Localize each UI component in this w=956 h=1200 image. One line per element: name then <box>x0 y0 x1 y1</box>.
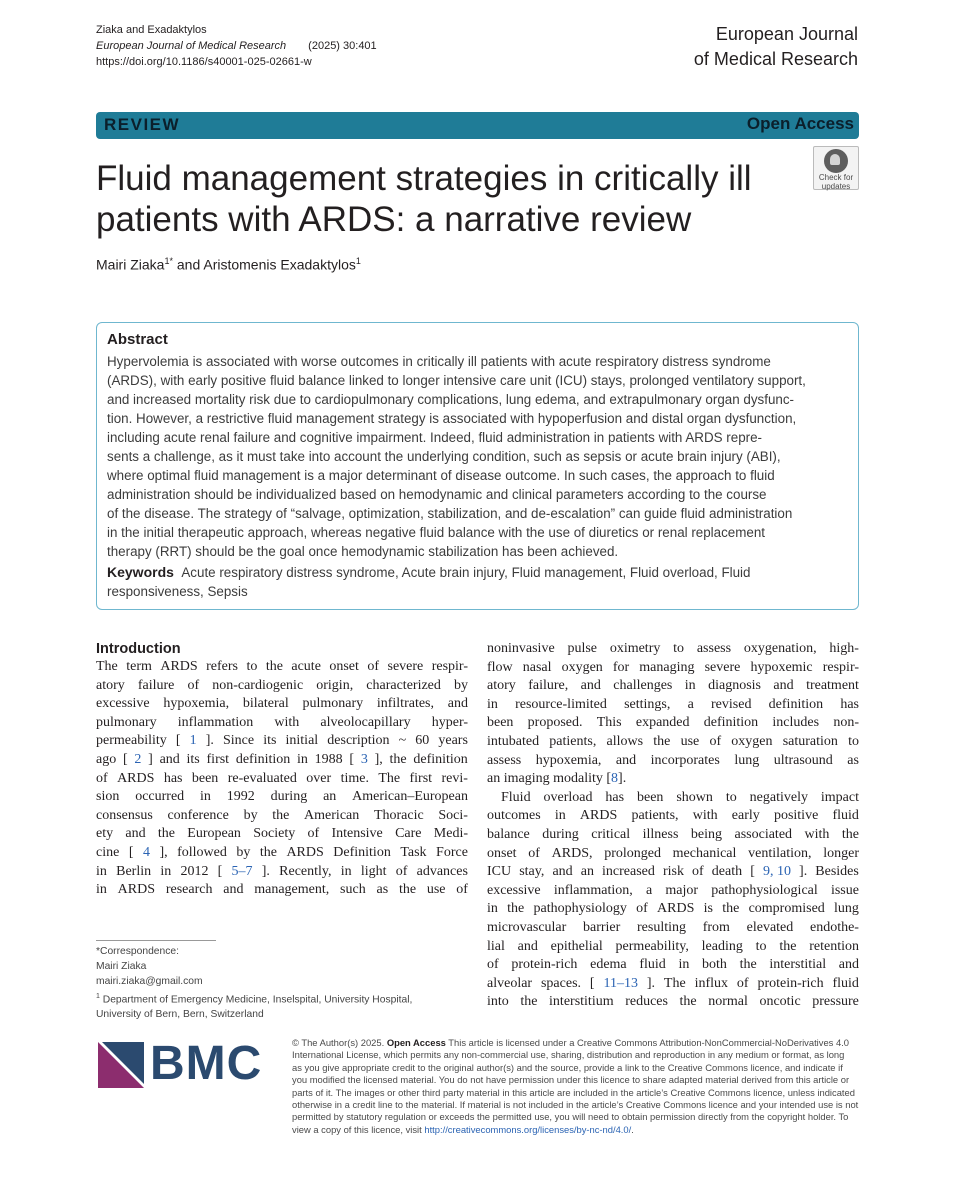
citation-link[interactable]: 2 <box>134 751 142 767</box>
body-text-line: Fluid overload has been shown to negatively impact <box>501 789 859 805</box>
abstract-line: of the disease. The strategy of “salvage, optimization, stabilization, and de-escalation” can guide fluid administration <box>107 506 793 521</box>
check-for-updates-badge[interactable]: Check for updates <box>813 146 859 190</box>
body-text-line: microvascular barrier resulting from elevated endothe- <box>487 919 859 935</box>
body-text-line: cine [ 4 ], followed by the ARDS Definition Task Force <box>96 844 468 863</box>
body-text-line: excessive inflammation, a major pathophysiological issue <box>487 882 859 898</box>
abstract-line: in the initial therapeutic approach, whereas negative fluid balance with the use of diuretics or renal replacement <box>107 525 766 540</box>
bmc-logo-text: BMC <box>150 1037 263 1090</box>
body-text-line: in resource-limited settings, a revised definition has <box>487 696 859 712</box>
open-access-label: Open Access <box>746 114 854 133</box>
body-text-line: in the pathophysiology of ARDS is the compromised lung <box>487 901 859 917</box>
license-line: you modified the licensed material. You do not have permission under this licence to share adapted material derived from this article or <box>292 1074 850 1086</box>
body-text-line: excessive hypoxemia, bilateral pulmonary infiltrates, and <box>96 696 468 712</box>
abstract-line: Hypervolemia is associated with worse outcomes in critically ill patients with acute respiratory distress syndrome <box>107 354 771 369</box>
abstract-text <box>107 352 848 561</box>
footnote-divider <box>96 940 216 941</box>
body-text-line: in Berlin in 2012 [ 5–7 ]. Recently, in light of advances <box>96 863 468 882</box>
license-line: International License, which permits any non-commercial use, sharing, distribution and reproduction in any medium or format, as long <box>292 1049 845 1061</box>
body-text-line: onset of ARDS, prolonged mechanical ventilation, longer <box>487 845 859 861</box>
body-column-right <box>487 640 859 1012</box>
body-text-line: permeability [ 1 ]. Since its initial description ~ 60 years <box>96 732 468 751</box>
citation-link[interactable]: 4 <box>142 844 150 860</box>
running-header <box>96 22 377 70</box>
abstract-line: sents a challenge, as it must take into account the underlying condition, such as sepsis or acute brain injury (ABI), <box>107 449 781 464</box>
author-affiliation-mark: 1* <box>164 256 173 266</box>
correspondence-name: Mairi Ziaka <box>96 961 147 972</box>
citation-link[interactable]: 8 <box>611 771 619 787</box>
body-text-line: balance during critical illness being associated with the <box>487 826 859 842</box>
citation-link[interactable]: 1 <box>189 733 197 749</box>
citation-link[interactable]: 3 <box>360 751 368 767</box>
bookmark-icon <box>824 149 848 173</box>
correspondence-email[interactable]: mairi.ziaka@gmail.com <box>96 976 203 987</box>
license-line: otherwise in a credit line to the material. If material is not included in the article’s Creative Commons licence and your intended use is not <box>292 1099 859 1111</box>
abstract-line: administration should be individualized based on hemodynamic and clinical parameters according to the course <box>107 487 767 502</box>
body-text-line: in ARDS research and management, such as the use of <box>96 882 468 898</box>
body-text-line: been proposed. This expanded definition includes non- <box>487 715 859 731</box>
citation-link[interactable]: 9, 10 <box>762 864 791 880</box>
header-volume: (2025) 30:401 <box>308 40 377 52</box>
abstract-heading: Abstract <box>107 331 168 348</box>
journal-name: European Journal of Medical Research <box>693 24 858 69</box>
body-text-line: flow nasal oxygen for managing severe hypoxemic respir- <box>487 659 859 675</box>
body-text-line: The term ARDS refers to the acute onset of severe respir- <box>96 659 468 674</box>
abstract-line: and increased mortality risk due to cardiopulmonary complications, lung edema, and extrapulmonary organ dysfunc- <box>107 392 794 407</box>
body-text-line: atory failure of non-cardiogenic origin, characterized by <box>96 677 468 693</box>
section-heading-introduction: Introduction <box>96 641 181 657</box>
header-journal: European Journal of Medical Research <box>96 40 287 52</box>
correspondence-footnote: *Correspondence: Mairi Ziaka mairi.ziaka@gmail.com $^1$ Department of Emergency Medicine, Inselspital, University Hospital, University of Bern, Bern, Switzerland <box>96 946 413 1021</box>
body-text-line: of ARDS has been re-evaluated over time. The first revi- <box>96 770 468 786</box>
keywords-list: responsiveness, Sepsis <box>107 584 248 599</box>
body-text-line: consensus conference by the American Thoracic Soci- <box>96 807 468 823</box>
abstract-line: tion. However, a restrictive fluid management strategy is associated with hypoperfusion and distal organ dysfunction, <box>107 411 797 426</box>
body-text-line: noninvasive pulse oximetry to assess oxygenation, high- <box>487 641 859 656</box>
body-text-line: an imaging modality [ 8 ]. <box>487 770 859 789</box>
license-line: as you give appropriate credit to the original author(s) and the source, provide a link to the Creative Commons licence, and indicate if <box>292 1061 843 1073</box>
body-text-line: ety and the European Society of Intensive Care Medi- <box>96 826 468 842</box>
article-type-label: REVIEW <box>104 115 181 134</box>
body-text-line: into the interstitium reduces the normal oncotic pressure <box>487 994 859 1010</box>
author-list: Mairi Ziaka$^{1*}$ and Aristomenis Exadaktylos$^1$ <box>96 256 361 273</box>
body-text-line: ago [ 2 ] and its first definition in 1988 [ 3 ], the definition <box>96 751 468 770</box>
header-doi[interactable]: https://doi.org/10.1186/s40001-025-02661-w <box>96 56 312 68</box>
body-text-line: ICU stay, and an increased risk of death [ 9, 10 ]. Besides <box>487 863 859 882</box>
article-title: Fluid management strategies in critically ill patients with ARDS: a narrative review <box>96 159 752 239</box>
abstract-line: including acute renal failure and cognitive impairment. Indeed, fluid administration in patients with ARDS repre- <box>107 430 763 445</box>
body-column-left <box>96 658 468 900</box>
affiliation: $^1$ Department of Emergency Medicine, Inselspital, University Hospital, <box>96 993 413 1006</box>
abstract-line: therapy (RRT) should be the goal once hemodynamic stabilization has been achieved. <box>107 544 619 559</box>
body-text-line: outcomes in ARDS patients, with early positive fluid <box>487 808 859 824</box>
header-citation <box>96 38 377 54</box>
author-name: Aristomenis Exadaktylos <box>203 256 356 273</box>
body-text-line: intubated patients, allows the use of oxygen saturation to <box>487 733 859 749</box>
abstract-line: (ARDS), with early positive fluid balance linked to longer intensive care unit (ICU) stays, prolonged ventilatory support, <box>107 373 806 388</box>
citation-link[interactable]: 5–7 <box>231 863 253 879</box>
abstract-box <box>96 322 859 610</box>
article-type-banner <box>96 112 859 139</box>
keywords-label: Keywords <box>107 564 174 580</box>
body-text-line: assess hypoxemia, and incorporates lung ultrasound as <box>487 752 859 768</box>
author-affiliation-mark: 1 <box>355 256 361 266</box>
body-text-line: sion occurred in 1992 during an American–European <box>96 789 468 805</box>
body-text-line: lial and epithelial permeability, leading to the retention <box>487 938 859 954</box>
license-link[interactable]: http://creativecommons.org/licenses/by-nc-nd/4.0/ <box>424 1123 632 1135</box>
abstract-line: where optimal fluid management is a major determinant of disease outcome. In such cases, the approach to fluid <box>107 468 775 483</box>
license-statement: © The Author(s) 2025. Open Access This article is licensed under a Creative Commons Attribution-NonCommercial-NoDerivatives 4.0 International License, which permits any non-commercial use, sharing, distribution and reproduction in any medium or format, as long as you give appropriate credit to the original author(s) and the source, provide a link to the Creative Commons licence, and indicate if you modified the licensed material. You do not have permission under this licence to share adapted material derived from this article or parts of it. The images or other third party material in this article are included in the article’s Creative Commons licence, unless indicated otherwise in a credit line to the material. If material is not included in the article’s Creative Commons licence and your intended use is not permitted by statutory regulation or exceeds the permitted use, you will need to obtain permission directly from the copyright holder. To view a copy of this licence, visit http://creativecommons.org/licenses/by-nc-nd/4.0/. <box>292 1037 859 1135</box>
body-text-line: atory failure, and challenges in diagnosis and treatment <box>487 678 859 694</box>
license-line: parts of it. The images or other third party material in this article are included in the article’s Creative Commons licence, unless indicated <box>292 1086 855 1098</box>
body-text-line: of protein-rich edema fluid in both the interstitial and <box>487 957 859 973</box>
author-name: Mairi Ziaka <box>96 256 165 273</box>
body-text-line: alveolar spaces. [ 11–13 ]. The influx of protein-rich fluid <box>487 975 859 994</box>
keywords <box>107 563 848 601</box>
citation-link[interactable]: 11–13 <box>603 975 638 991</box>
body-text-line: pulmonary inflammation with alveolocapillary hyper- <box>96 714 468 730</box>
keywords-list: Acute respiratory distress syndrome, Acute brain injury, Fluid management, Fluid overload, Fluid <box>181 565 751 580</box>
header-authors: Ziaka and Exadaktylos <box>96 24 207 36</box>
license-line: permitted by statutory regulation or exceeds the permitted use, you will need to obtain permission directly from the copyright holder. To <box>292 1111 849 1123</box>
